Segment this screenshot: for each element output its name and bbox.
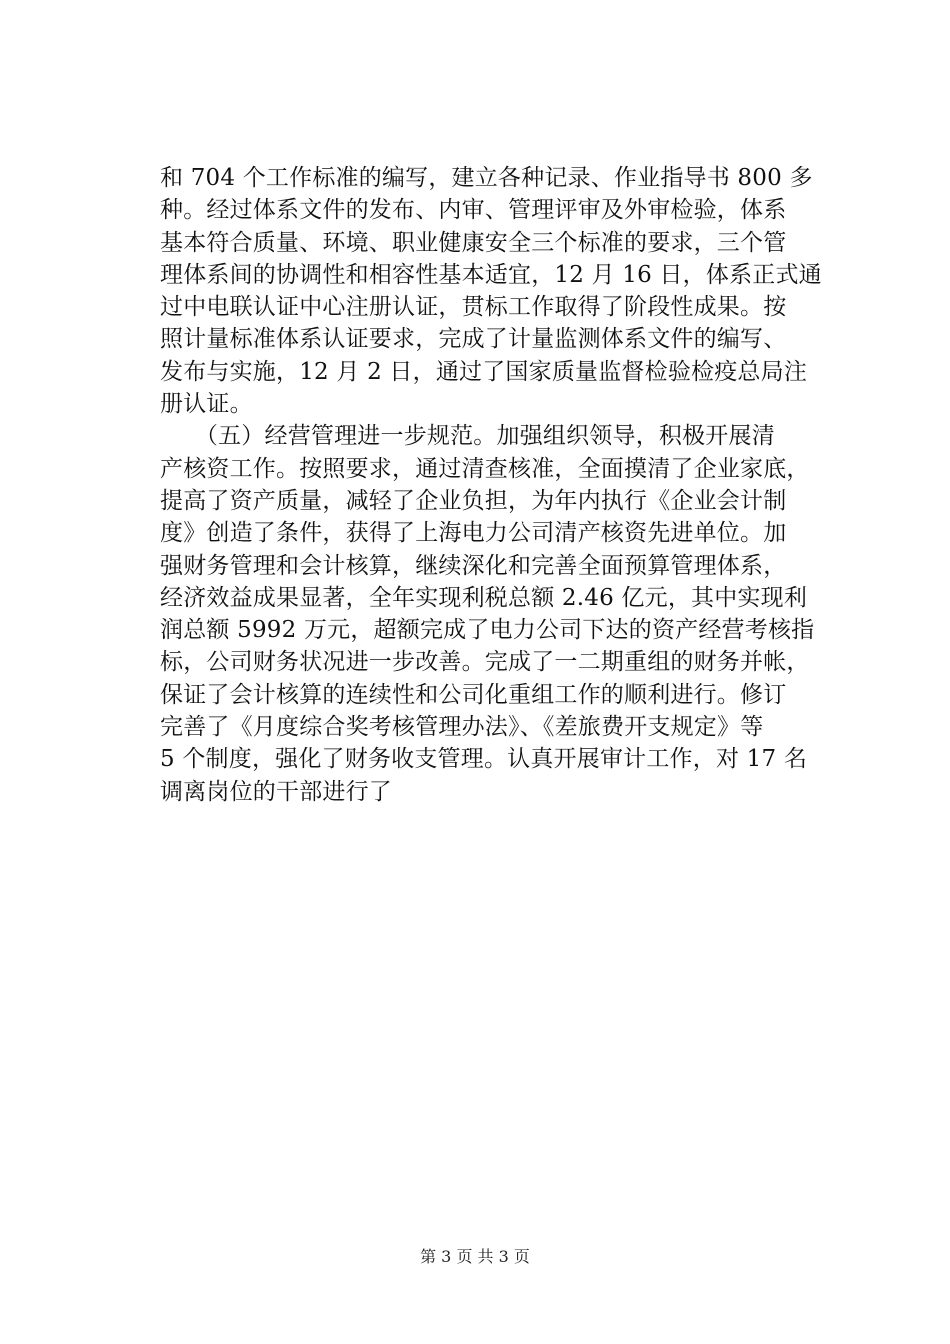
text-line: 种。经过体系文件的发布、内审、管理评审及外审检验，体系 — [160, 197, 787, 224]
text-line: 润总额 5992 万元，超额完成了电力公司下达的资产经营考核指 — [160, 617, 815, 644]
text-line: 保证了会计核算的连续性和公司化重组工作的顺利进行。修订 — [160, 681, 787, 708]
text-line: 理体系间的协调性和相容性基本适宜，12 月 16 日，体系正式通 — [160, 261, 822, 288]
page-number: 第 3 页 共 3 页 — [420, 1247, 530, 1266]
text-line: （五）经营管理进一步规范。加强组织领导，积极开展清 — [160, 423, 775, 450]
text-line: 经济效益成果显著，全年实现利税总额 2.46 亿元，其中实现利 — [160, 584, 808, 611]
text-line: 5 个制度，强化了财务收支管理。认真开展审计工作，对 17 名 — [160, 746, 808, 773]
page-footer — [0, 1247, 950, 1267]
text-line: 过中电联认证中心注册认证，贯标工作取得了阶段性成果。按 — [160, 294, 787, 321]
text-line: 标，公司财务状况进一步改善。完成了一二期重组的财务并帐， — [160, 649, 810, 676]
text-line: 完善了《月度综合奖考核管理办法》、《差旅费开支规定》等 — [160, 714, 764, 741]
text-line: 产核资工作。按照要求，通过清查核准，全面摸清了企业家底， — [160, 455, 810, 482]
text-line: 发布与实施，12 月 2 日，通过了国家质量监督检验检疫总局注 — [160, 358, 808, 385]
text-line: 提高了资产质量，减轻了企业负担，为年内执行《企业会计制 — [160, 487, 787, 514]
text-line: 照计量标准体系认证要求，完成了计量监测体系文件的编写、 — [160, 326, 787, 353]
text-line: 强财务管理和会计核算，继续深化和完善全面预算管理体系， — [160, 552, 787, 579]
text-line: 度》创造了条件，获得了上海电力公司清产核资先进单位。加 — [160, 520, 787, 547]
text-line: 基本符合质量、环境、职业健康安全三个标准的要求，三个管 — [160, 229, 787, 256]
text-line: 和 704 个工作标准的编写，建立各种记录、作业指导书 800 多 — [160, 165, 813, 191]
body-text — [160, 162, 840, 808]
text-line: 调离岗位的干部进行了 — [160, 778, 392, 805]
text-line: 册认证。 — [160, 391, 253, 418]
